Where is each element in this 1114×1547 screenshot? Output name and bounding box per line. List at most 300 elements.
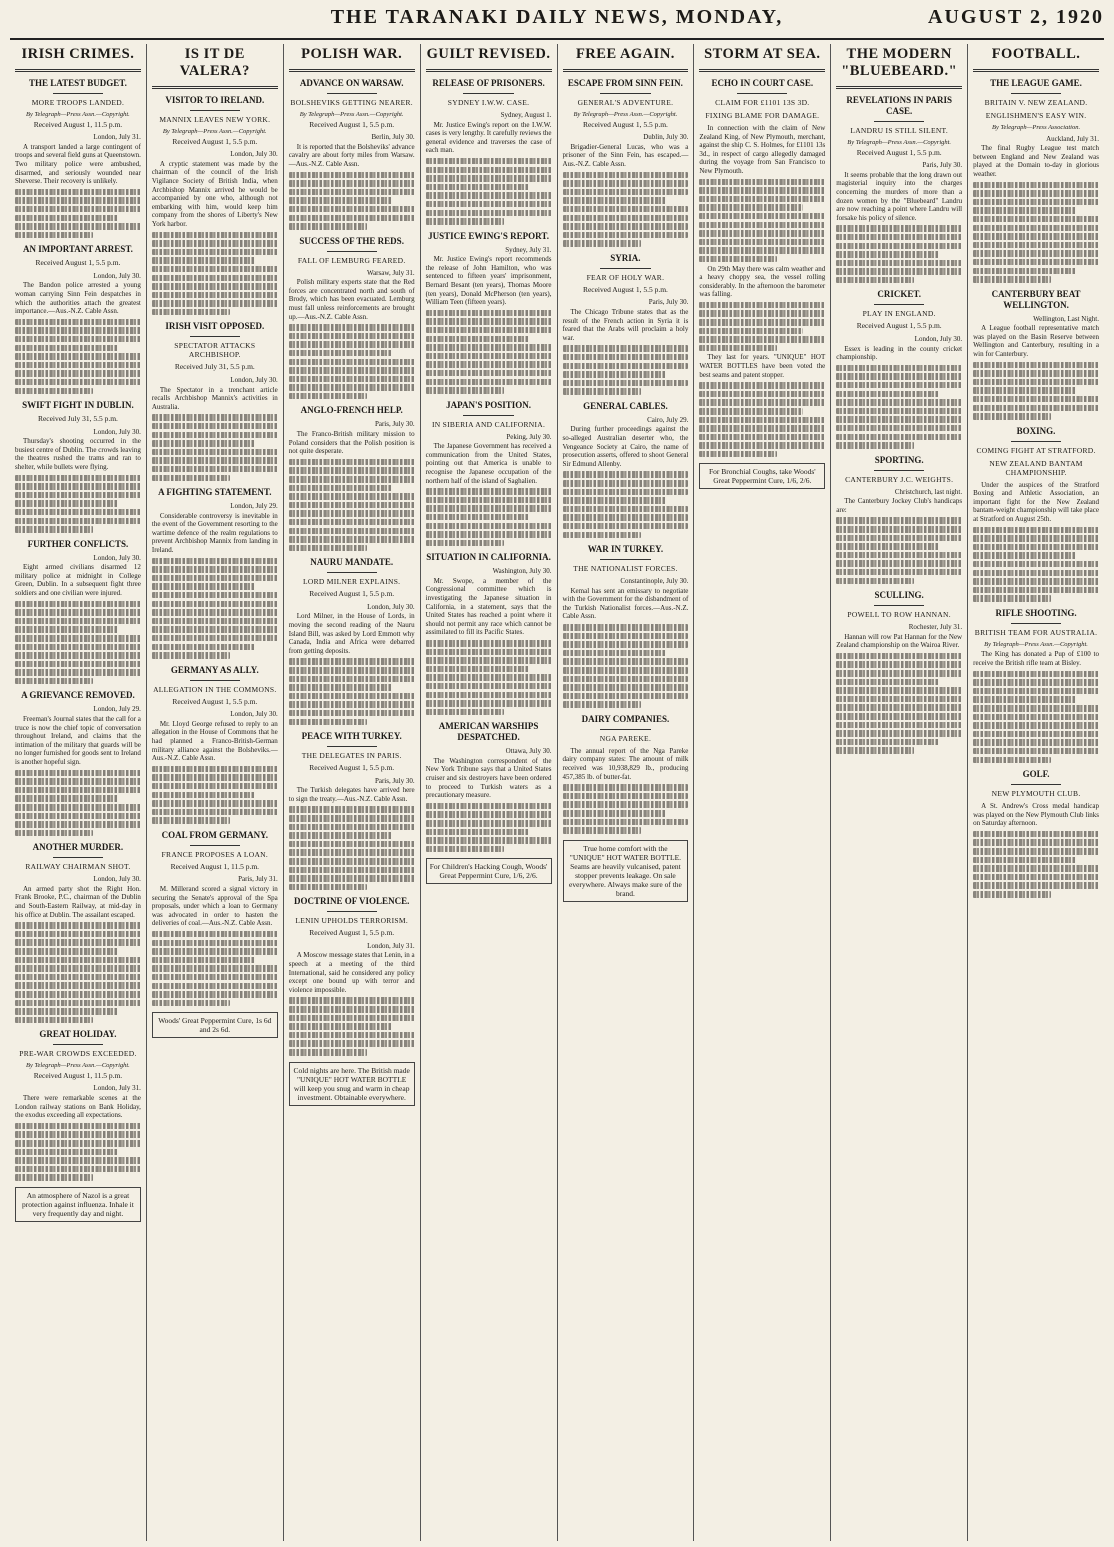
column-headline: GUILT REVISED. xyxy=(426,46,551,62)
body-copy-line xyxy=(563,371,666,378)
body-copy-line xyxy=(973,839,1099,846)
body-copy-line xyxy=(289,189,415,196)
body-copy-line xyxy=(563,693,689,700)
section-rule xyxy=(190,336,240,337)
article-text: The Franco-British military mission to Poland considers that the Polish position is not quite desperate. xyxy=(288,430,415,456)
body-copy-line xyxy=(699,442,825,449)
body-copy-line xyxy=(563,676,689,683)
body-copy-line xyxy=(289,172,415,179)
body-copy-line xyxy=(289,815,415,822)
body-copy-line xyxy=(563,388,641,395)
body-copy-line xyxy=(563,827,641,834)
issue-date: AUGUST 2, 1920 xyxy=(928,6,1104,28)
section-subheading: SPECTATOR ATTACKS ARCHBISHOP. xyxy=(174,341,256,360)
article-text: A Moscow message states that Lenin, in a speech at a meeting of the third International, said he considered any policy except one bound up with terror and violence impossible. xyxy=(288,951,415,994)
section-heading: ADVANCE ON WARSAW. xyxy=(299,78,404,88)
headline-rule xyxy=(289,69,415,72)
body-copy-line xyxy=(152,449,278,456)
received-time: Received July 31, 5.5 p.m. xyxy=(174,362,255,372)
body-copy-line xyxy=(15,770,141,777)
body-copy-line xyxy=(836,225,962,232)
body-copy-line xyxy=(152,957,255,964)
body-copy-line xyxy=(836,277,914,284)
dateline: Washington, July 30. xyxy=(492,567,552,576)
body-copy-line xyxy=(426,488,552,495)
body-copy-line xyxy=(699,425,825,432)
body-copy-line xyxy=(563,667,689,674)
article-text: The Chicago Tribune states that as the result of the French action in Syria it is feared that the Arabs will proclaim a holy war. xyxy=(562,308,689,342)
section-subheading: LANDRU IS STILL SILENT. xyxy=(850,126,949,135)
body-copy-line xyxy=(426,336,529,343)
body-copy-line xyxy=(699,204,802,211)
body-copy-line xyxy=(836,653,962,660)
article-text: It seems probable that the long drawn out magisterial inquiry into the charges concerning the murders of more than a dozen women by the "Bluebeard" Landru are now reaching a point where Landru will forsake his policy of silence. xyxy=(836,170,963,222)
dateline: Rochester, July 31. xyxy=(908,623,963,632)
body-copy-line xyxy=(15,526,93,533)
body-copy-line xyxy=(289,719,367,726)
section-rule xyxy=(190,110,240,111)
body-copy-line xyxy=(426,192,552,199)
section-rule xyxy=(53,93,103,94)
body-copy-line xyxy=(152,1000,230,1007)
body-copy-line xyxy=(563,506,689,513)
body-copy-line xyxy=(563,514,689,521)
section-heading: SYRIA. xyxy=(610,252,641,263)
body-copy-line xyxy=(563,532,641,539)
dateline: Wellington, Last Night. xyxy=(1033,314,1099,323)
section-heading: CANTERBURY BEAT WELLINGTON. xyxy=(991,288,1081,310)
body-copy-line xyxy=(836,739,939,746)
section-heading: SPORTING. xyxy=(874,454,924,465)
article-text: The final Rugby League test match between England and New Zealand was played at the Domain to-day in glorious weather. xyxy=(973,144,1099,178)
body-copy-line xyxy=(426,379,552,386)
advertisement: For Bronchial Coughs, take Woods' Great Peppermint Cure, 1/6, 2/6. xyxy=(699,463,825,489)
article-text: An armed party shot the Right Hon. Frank Brooke, P.C., chairman of the Dublin and South-Eastern Railway, at mid-day in his office at Dublin. The assailant escaped. xyxy=(15,884,141,919)
section-heading: GREAT HOLIDAY. xyxy=(39,1029,117,1040)
section-subheading-secondary: NEW ZEALAND BANTAM CHAMPIONSHIP. xyxy=(989,458,1083,477)
body-copy-line xyxy=(836,535,962,542)
body-copy-line xyxy=(563,172,689,179)
section-heading: REVELATIONS IN PARIS CASE. xyxy=(846,95,953,116)
received-time: Received August 1, 5.5 p.m. xyxy=(582,119,668,129)
section-rule xyxy=(874,470,924,471)
body-copy-line xyxy=(289,684,392,691)
body-copy-line xyxy=(15,370,141,377)
body-copy-line xyxy=(426,344,552,351)
body-copy-line xyxy=(426,158,552,165)
body-copy-line xyxy=(426,674,552,681)
body-copy-line xyxy=(973,362,1099,369)
body-copy-line xyxy=(152,275,278,282)
body-copy-line xyxy=(289,1023,392,1030)
dateline: Auckland, July 31. xyxy=(1046,134,1099,143)
section-subheading: NEW PLYMOUTH CLUB. xyxy=(991,789,1081,799)
dateline: Peking, July 30. xyxy=(506,432,552,441)
body-copy-line xyxy=(426,683,552,690)
advertisement: For Children's Hacking Cough, Woods' Great Peppermint Cure, 1/6, 2/6. xyxy=(426,858,552,884)
body-copy-line xyxy=(152,931,278,938)
body-copy-line xyxy=(152,249,278,256)
section-heading: JUSTICE EWING'S REPORT. xyxy=(428,230,549,241)
column-2 xyxy=(147,44,284,1541)
section-rule xyxy=(1011,784,1061,785)
masthead xyxy=(10,0,1104,40)
section-subheading: LORD MILNER EXPLAINS. xyxy=(303,577,401,587)
body-copy-line xyxy=(699,391,825,398)
body-copy-line xyxy=(15,223,141,230)
body-copy-line xyxy=(836,373,962,380)
section-heading: COAL FROM GERMANY. xyxy=(161,829,269,840)
article-text: They last for years. "UNIQUE" HOT WATER BOTTLES have been voted the best seams and patent stopper. xyxy=(699,353,826,379)
section-heading: RELEASE OF PRISONERS. xyxy=(432,78,545,88)
body-copy-line xyxy=(426,310,552,317)
body-copy-line xyxy=(973,739,1099,746)
body-copy-line xyxy=(289,1032,415,1039)
dateline: Paris, July 30. xyxy=(374,776,415,785)
column-5 xyxy=(558,44,695,1541)
dateline: Christchurch, last night. xyxy=(894,487,963,496)
article-text: During further proceedings against the so-alleged Australian deserter who, the Vengeance Society at Cairo, the name of prosecution asserts, offered to shoot General Sir Edmund Allenby. xyxy=(562,425,689,468)
body-copy-line xyxy=(152,592,278,599)
body-copy-line xyxy=(426,497,552,504)
body-copy-line xyxy=(289,832,392,839)
dateline: London, July 29. xyxy=(230,502,278,510)
body-copy-line xyxy=(973,387,1076,394)
section-rule xyxy=(874,605,924,606)
body-copy-line xyxy=(563,480,689,487)
body-copy-line xyxy=(152,774,278,781)
body-copy-line xyxy=(563,380,689,387)
article-text: The annual report of the Nga Pareke dairy company states: The amount of milk received was 10,938,829 lb., producing 457,385 lb. of butter-fat. xyxy=(562,746,689,781)
body-copy-line xyxy=(973,882,1099,889)
body-copy-line xyxy=(426,210,552,217)
body-copy-line xyxy=(836,425,962,432)
body-copy-line xyxy=(699,399,825,406)
body-copy-line xyxy=(15,626,118,633)
received-time: Received August 1, 5.5 p.m. xyxy=(309,589,395,599)
body-copy-line xyxy=(836,543,939,550)
body-copy-line xyxy=(152,414,278,421)
body-copy-line xyxy=(15,635,141,642)
body-copy-line xyxy=(15,509,141,516)
body-copy-line xyxy=(15,678,93,685)
body-copy-line xyxy=(152,766,278,773)
body-copy-line xyxy=(152,783,278,790)
section-rule xyxy=(600,93,650,94)
article-text: The Spectator in a trenchant article recalls Archbishop Mannix's activities in Australia. xyxy=(151,385,278,411)
body-copy-line xyxy=(699,451,777,458)
body-copy-line xyxy=(973,848,1099,855)
body-copy-line xyxy=(426,523,552,530)
body-copy-line xyxy=(289,824,415,831)
section-rule xyxy=(327,911,377,912)
section-rule xyxy=(327,251,377,252)
section-rule xyxy=(327,572,377,573)
body-copy-line xyxy=(15,1000,141,1007)
article-text: Under the auspices of the Stratford Boxing and Athletic Association, an important fight for the New Zealand bantam-weight championship will take place at Stratford on August 25th. xyxy=(973,480,1099,523)
body-copy-line xyxy=(426,829,529,836)
body-copy-line xyxy=(426,327,552,334)
received-time: Received August 1, 5.5 p.m. xyxy=(172,696,258,706)
body-copy-line xyxy=(289,858,415,865)
body-copy-line xyxy=(699,239,825,246)
body-copy-line xyxy=(426,353,552,360)
received-time: Received August 1, 11.5 p.m. xyxy=(33,1070,123,1080)
headline-rule xyxy=(563,69,689,72)
headline-rule xyxy=(973,69,1099,72)
received-time: Received August 1, 5.5 p.m. xyxy=(856,321,942,331)
article-text: A League football representative match was played on the Basin Reserve between Wellington and Canterbury, resulting in a win for Canterbury. xyxy=(973,324,1099,358)
dateline: London, July 30. xyxy=(93,553,141,562)
article-text: Considerable controversy is inevitable in the event of the Government resorting to the wartime defence of the realm regulations to prevent Archbishop Mannix from landing in Ireland. xyxy=(151,511,278,554)
body-copy-line xyxy=(563,197,666,204)
body-copy-line xyxy=(973,671,1099,678)
body-copy-line xyxy=(836,696,962,703)
article-text: Polish military experts state that the Red forces are concentrated north and south of Brody, which has been evacuated. Lemburg must fall unless reinforcements are brought up.—Aus.-N.Z. Cable Assn. xyxy=(288,278,415,321)
body-copy-line xyxy=(426,201,552,208)
section-subheading: RAILWAY CHAIRMAN SHOT. xyxy=(25,862,131,872)
body-copy-line xyxy=(15,353,141,360)
body-copy-line xyxy=(426,657,552,664)
body-copy-line xyxy=(836,670,962,677)
body-copy-line xyxy=(152,817,230,824)
section-rule xyxy=(1011,623,1061,624)
body-copy-line xyxy=(289,376,415,383)
body-copy-line xyxy=(973,216,1099,223)
body-copy-line xyxy=(15,974,141,981)
article-text: The Bandon police arrested a young woman carrying Sinn Fein despatches in which the authorities attach the greatest importance.—Aus.-N.Z. Cable Assn. xyxy=(15,281,141,316)
body-copy-line xyxy=(289,341,415,348)
section-heading: DAIRY COMPANIES. xyxy=(581,713,670,724)
section-heading: SITUATION IN CALIFORNIA. xyxy=(426,552,551,563)
dateline: Cairo, July 29. xyxy=(647,415,689,424)
section-subheading: SYDNEY I.W.W. CASE. xyxy=(447,98,530,107)
body-copy-line xyxy=(426,540,504,547)
body-copy-line xyxy=(15,215,118,222)
section-subheading: IN SIBERIA AND CALIFORNIA. xyxy=(431,419,546,429)
body-copy-line xyxy=(836,569,962,576)
section-rule xyxy=(874,304,924,305)
body-copy-line xyxy=(836,234,962,241)
body-copy-line xyxy=(836,526,962,533)
section-heading: IRISH VISIT OPPOSED. xyxy=(165,321,265,332)
body-copy-line xyxy=(426,709,504,716)
body-copy-line xyxy=(426,218,504,225)
body-copy-line xyxy=(15,492,141,499)
article-text: Freeman's Journal states that the call for a truce is now the chief topic of conversation throughout Ireland, and claims that the intimation of the military that guards will be no longer furnished for goods sent to Ireland is another hopeful sign. xyxy=(15,715,141,767)
article-text: The King has donated a Pup of £100 to receive the British rifle team at Bisley. xyxy=(973,650,1099,668)
body-copy-line xyxy=(15,518,141,525)
column-3 xyxy=(284,44,421,1541)
body-copy-line xyxy=(563,658,689,665)
columns-container xyxy=(10,44,1104,1541)
body-copy-line xyxy=(973,207,1076,214)
body-copy-line xyxy=(152,309,230,316)
body-copy-line xyxy=(973,190,1099,197)
body-copy-line xyxy=(836,243,962,250)
body-copy-line xyxy=(699,179,825,186)
section-heading: A FIGHTING STATEMENT. xyxy=(158,487,272,497)
headline-rule xyxy=(426,69,552,72)
dateline: London, July 30. xyxy=(93,427,141,436)
body-copy-line xyxy=(289,459,415,466)
article-text: Mr. Justice Ewing's report recommends the release of John Hamilton, who was sentenced to fifteen years' imprisonment, Bernard Besant (ten years), Thomas Moore (ten years), Donald McPherson (ten years), William Teen (fifteen years). xyxy=(425,255,552,307)
body-copy-line xyxy=(699,256,777,263)
body-copy-line xyxy=(289,884,367,891)
body-copy-line xyxy=(152,800,278,807)
body-copy-line xyxy=(15,1174,93,1181)
body-copy-line xyxy=(973,405,1099,412)
body-copy-line xyxy=(973,731,1099,738)
dateline: Paris, July 30. xyxy=(922,161,963,170)
section-heading: A GRIEVANCE REMOVED. xyxy=(21,690,135,701)
body-copy-line xyxy=(289,367,415,374)
body-copy-line xyxy=(289,324,415,331)
body-copy-line xyxy=(152,440,255,447)
section-subheading: CANTERBURY J.C. WEIGHTS. xyxy=(845,474,954,484)
section-subheading: FALL OF LEMBURG FEARED. xyxy=(297,255,406,265)
section-heading: THE LATEST BUDGET. xyxy=(29,78,127,88)
column-headline: FREE AGAIN. xyxy=(575,46,675,62)
body-copy-line xyxy=(15,1017,93,1024)
body-copy-line xyxy=(152,991,278,998)
body-copy-line xyxy=(15,957,141,964)
body-copy-line xyxy=(289,867,415,874)
body-copy-line xyxy=(563,793,689,800)
column-7 xyxy=(831,44,968,1541)
body-copy-line xyxy=(973,379,1099,386)
body-copy-line xyxy=(973,552,1076,559)
body-copy-line xyxy=(152,300,278,307)
body-copy-line xyxy=(289,467,415,474)
body-copy-line xyxy=(836,391,939,398)
article-text: A transport landed a large contingent of troops and several field guns at Queenstown. Two military police were ambushed, disarmed, and seriously wounded near Sheverse. Their recovery is unlikely. xyxy=(15,142,141,186)
article-text: M. Millerand scored a signal victory in securing the Senate's approval of the Spa proposals, under which a loan to Germany was advocated in order to hasten the deliveries of coal.—Aus.-N.Z. Cable Assn. xyxy=(151,885,278,928)
body-copy-line xyxy=(836,661,962,668)
section-subheading: THE NATIONALIST FORCES. xyxy=(573,564,678,574)
received-time: Received July 31, 5.5 p.m. xyxy=(37,414,118,424)
section-subheading: PRE-WAR CROWDS EXCEEDED. xyxy=(19,1049,137,1059)
body-copy-line xyxy=(289,1015,415,1022)
body-copy-line xyxy=(836,722,962,729)
section-rule xyxy=(1011,441,1061,442)
body-copy-line xyxy=(426,649,552,656)
body-copy-line xyxy=(699,213,825,220)
body-copy-line xyxy=(15,778,141,785)
body-copy-line xyxy=(426,514,529,521)
body-copy-line xyxy=(15,813,141,820)
body-copy-line xyxy=(426,387,504,394)
body-copy-line xyxy=(152,940,278,947)
dateline: London, July 31. xyxy=(367,941,415,950)
body-copy-line xyxy=(699,345,777,352)
body-copy-line xyxy=(836,730,962,737)
body-copy-line xyxy=(15,319,141,326)
section-heading: GENERAL CABLES. xyxy=(583,400,668,411)
body-copy-line xyxy=(152,432,278,439)
section-rule xyxy=(1011,93,1061,94)
body-copy-line xyxy=(426,318,552,325)
body-copy-line xyxy=(289,841,415,848)
body-copy-line xyxy=(563,180,689,187)
article-text: The Washington correspondent of the New York Tribune says that a United States cruiser and six destroyers have been ordered to proceed to Turkish waters as a precautionary measure. xyxy=(425,756,552,800)
body-copy-line xyxy=(973,259,1099,266)
body-copy-line xyxy=(152,466,278,473)
section-rule xyxy=(327,93,377,94)
body-copy-line xyxy=(426,666,529,673)
body-copy-line xyxy=(15,379,141,386)
body-copy-line xyxy=(289,875,415,882)
section-heading: SWIFT FIGHT IN DUBLIN. xyxy=(22,400,134,411)
section-heading: ECHO IN COURT CASE. xyxy=(711,78,814,88)
body-copy-line xyxy=(15,804,141,811)
headline-rule xyxy=(15,69,141,72)
body-copy-line xyxy=(973,250,1099,257)
body-copy-line xyxy=(15,1166,141,1173)
body-copy-line xyxy=(152,583,255,590)
body-copy-line xyxy=(426,837,552,844)
section-rule xyxy=(600,729,650,730)
body-copy-line xyxy=(699,310,825,317)
section-heading: FURTHER CONFLICTS. xyxy=(27,538,129,549)
body-copy-line xyxy=(699,417,825,424)
section-heading: SUCCESS OF THE REDS. xyxy=(299,235,404,246)
byline: By Telegraph—Press Assn.—Copyright. xyxy=(299,111,404,118)
column-8 xyxy=(968,44,1104,1541)
body-copy-line xyxy=(973,891,1051,898)
body-copy-line xyxy=(15,1008,118,1015)
body-copy-line xyxy=(973,544,1099,551)
headline-rule xyxy=(699,69,825,72)
body-copy-line xyxy=(973,714,1099,721)
article-text: The Turkish delegates have arrived here to sign the treaty.—Aus.-N.Z. Cable Assn. xyxy=(288,786,415,803)
body-copy-line xyxy=(973,413,1051,420)
column-headline: STORM AT SEA. xyxy=(704,46,821,62)
body-copy-line xyxy=(563,206,689,213)
body-copy-line xyxy=(836,560,962,567)
article-text: On 29th May there was calm weather and a heavy choppy sea, the vessel rolling considerably. In the afternoon the barometer was falling. xyxy=(699,264,826,299)
section-heading: ESCAPE FROM SINN FEIN. xyxy=(567,78,683,88)
body-copy-line xyxy=(836,251,939,258)
body-copy-line xyxy=(15,787,141,794)
body-copy-line xyxy=(973,587,1099,594)
body-copy-line xyxy=(152,240,278,247)
headline-rule xyxy=(836,86,962,89)
body-copy-line xyxy=(973,182,1099,189)
body-copy-line xyxy=(563,819,689,826)
body-copy-line xyxy=(563,363,689,370)
body-copy-line xyxy=(289,359,415,366)
received-time: Received August 1, 5.5 p.m. xyxy=(309,119,395,129)
body-copy-line xyxy=(152,232,278,239)
body-copy-line xyxy=(15,669,141,676)
body-copy-line xyxy=(426,803,552,810)
section-subheading: GENERAL'S ADVENTURE. xyxy=(577,98,674,107)
body-copy-line xyxy=(15,965,141,972)
body-copy-line xyxy=(289,197,392,204)
body-copy-line xyxy=(699,319,825,326)
body-copy-line xyxy=(563,471,689,478)
article-text: There were remarkable scenes at the London railway stations on Bank Holiday, the exodus exceeding all expectations. xyxy=(15,1094,141,1120)
body-copy-line xyxy=(289,806,415,813)
dateline: Ottawa, July 30. xyxy=(505,747,552,756)
column-headline: FOOTBALL. xyxy=(991,46,1081,62)
section-heading: ANOTHER MURDER. xyxy=(32,842,124,853)
body-copy-line xyxy=(152,792,255,799)
article-text: Kemal has sent an emissary to negotiate with the Government for the disbandment of the Turkish Nationalist forces.—Aus.-N.Z. Cable Assn. xyxy=(562,586,689,621)
received-time: Received August 1, 5.5 p.m. xyxy=(35,258,121,268)
body-copy-line xyxy=(289,667,415,674)
